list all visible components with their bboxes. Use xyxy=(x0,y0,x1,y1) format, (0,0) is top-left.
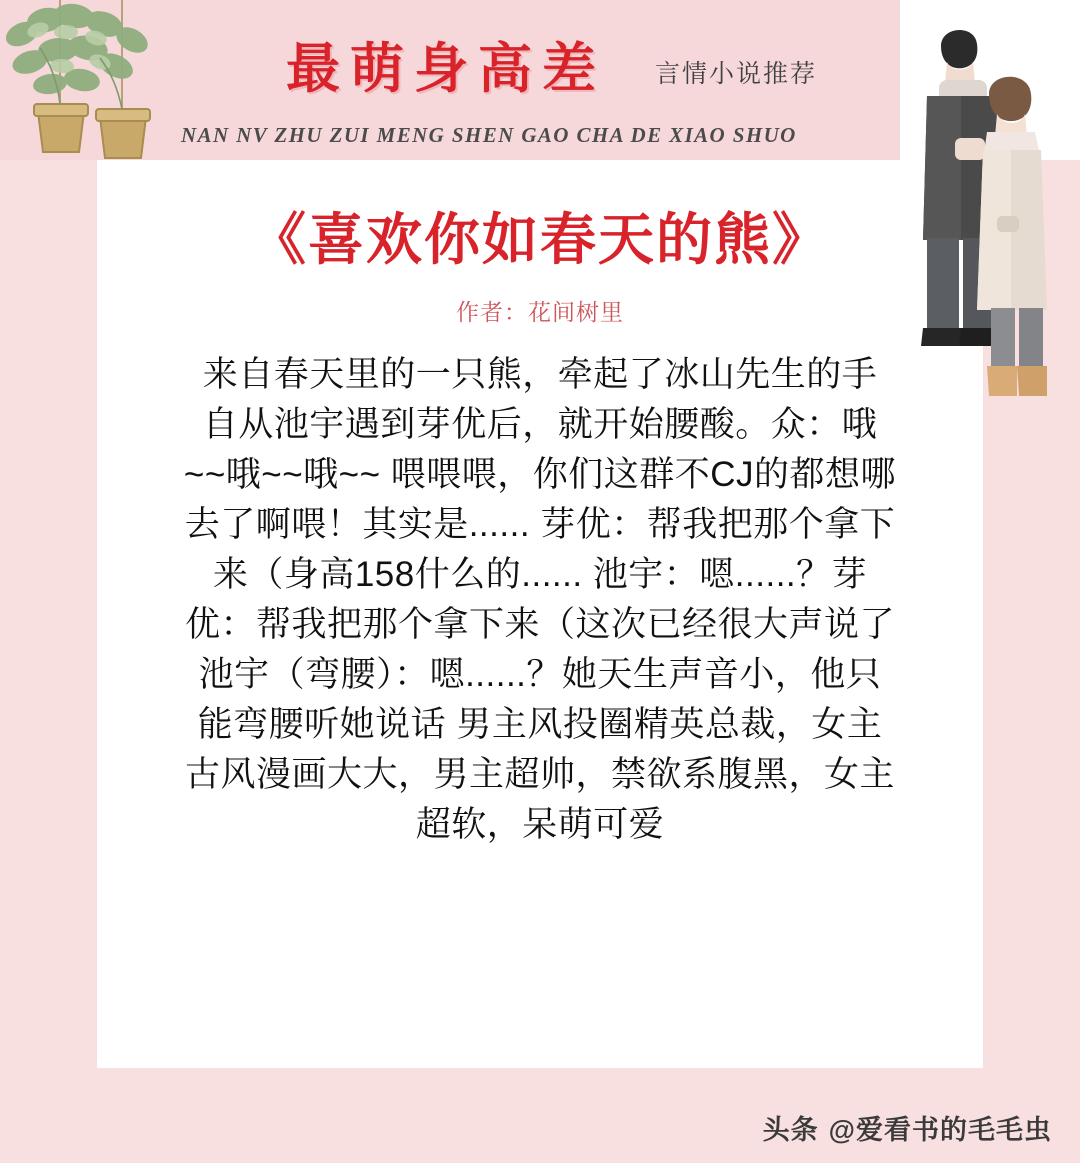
page-title: 最萌身高差 xyxy=(286,37,606,100)
footer-source-label: 头条 xyxy=(762,1115,819,1145)
book-author: 作者：花间树里 xyxy=(456,299,624,325)
footer-author-handle: @爱看书的毛毛虫 xyxy=(828,1115,1052,1145)
footer xyxy=(0,1100,1080,1163)
pinyin-caption: NAN NV ZHU ZUI MENG SHEN GAO CHA DE XIAO SHUO xyxy=(181,123,797,147)
page-subtitle: 言情小说推荐 xyxy=(655,60,818,88)
book-title: 《喜欢你如春天的熊》 xyxy=(250,208,830,273)
book-summary: 来自春天里的一只熊，牵起了冰山先生的手 自从池宇遇到芽优后，就开始腰酸。众：哦~~哦~~哦~~ 喂喂喂，你们这群不CJ的都想哪去了啊喂！其实是...... 芽优：帮我把那个拿下来（身高158什么的...... 池宇：嗯......？芽优：帮我把那个拿下来（这次已经很大声说了 池宇（弯腰）：嗯......？她天生声音小，他只能弯腰听她说话 男主风投圈精英总裁，女主古风漫画大大，男主超帅，禁欲系腹黑，女主超软，呆萌可爱 xyxy=(183,355,897,844)
